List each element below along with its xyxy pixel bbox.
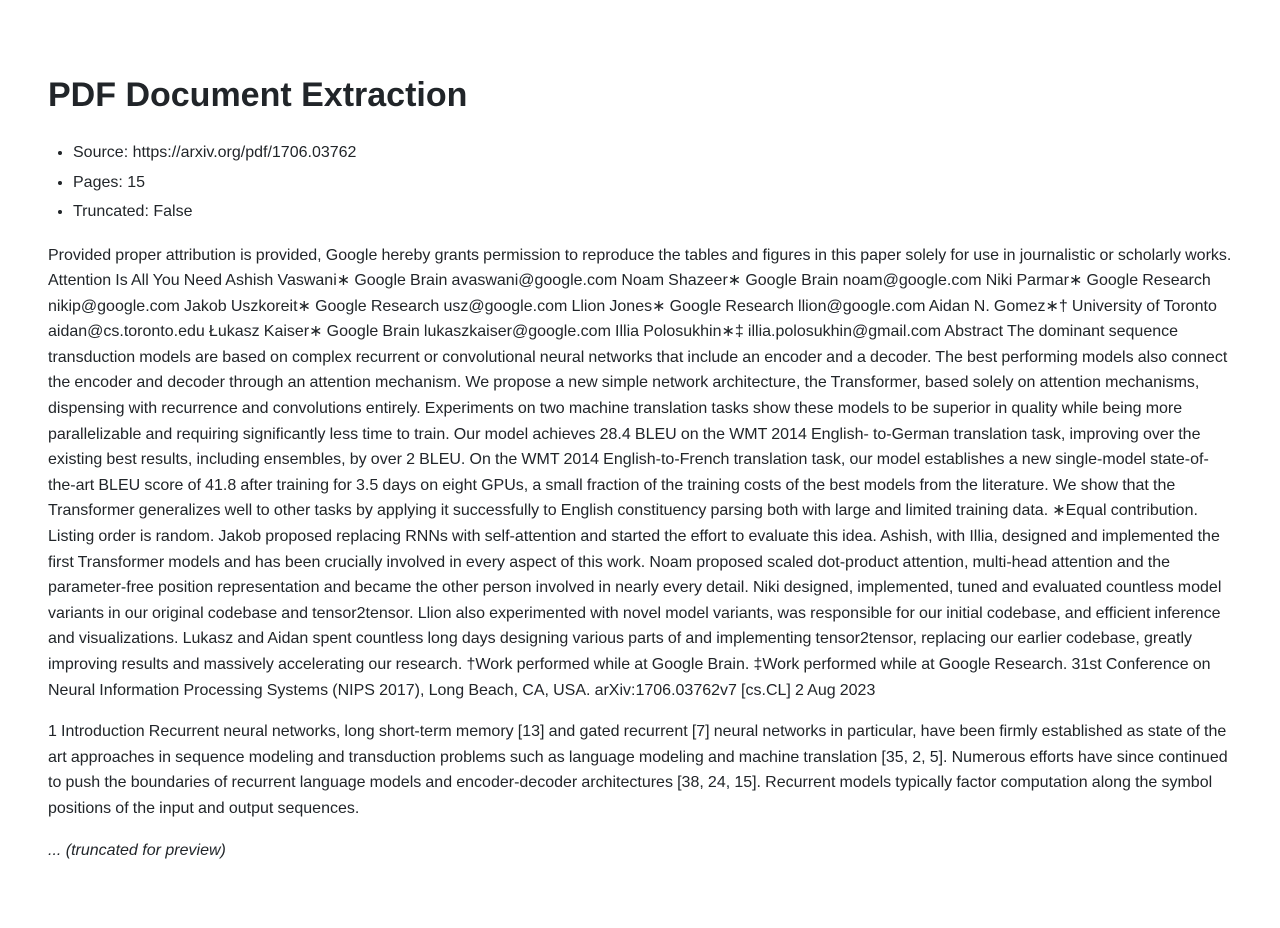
body-paragraph-introduction: 1 Introduction Recurrent neural networks, long short-term memory [13] and gated recurrent [7] neural networks in particular, have been firmly established as state of the art approaches in sequence modeling and transduction problems such as language modeling and machine translation [35, 2, 5]. Numerous efforts have since continued to push the boundaries of recurrent language models and encoder-decoder architectures [38, 24, 15]. Recurrent models typically factor computation along the symbol positions of the input and output sequences. (48, 723, 1228, 817)
metadata-truncated: • Truncated: False (73, 197, 1232, 227)
truncation-note: ... (truncated for preview) (48, 841, 226, 859)
metadata-list (48, 138, 1232, 227)
metadata-source: • Source: https://arxiv.org/pdf/1706.03762 (73, 138, 1232, 168)
metadata-pages: • Pages: 15 (73, 168, 1232, 198)
page-title: PDF Document Extraction (48, 76, 468, 114)
body-paragraph-abstract: Provided proper attribution is provided, Google hereby grants permission to reproduce the tables and figures in this paper solely for use in journalistic or scholarly works. Attention Is All You Need Ashish Vaswani∗ Google Brain avaswani@google.com Noam Shazeer∗ Google Brain noam@google.com Niki Parmar∗ Google Research nikip@google.com Jakob Uszkoreit∗ Google Research usz@google.com Llion Jones∗ Google Research llion@google.com Aidan N. Gomez∗† University of Toronto aidan@cs.toronto.edu Łukasz Kaiser∗ Google Brain lukaszkaiser@google.com Illia Polosukhin∗‡ illia.polosukhin@gmail.com Abstract The dominant sequence transduction models are based on complex recurrent or convolutional neural networks that include an encoder and a decoder. The best performing models also connect the encoder and decoder through an attention mechanism. We propose a new simple network architecture, the Transformer, based solely on attention mechanisms, dispensing with recurrence and convolutions entirely. Experiments on two machine translation tasks show these models to be superior in quality while being more parallelizable and requiring significantly less time to train. Our model achieves 28.4 BLEU on the WMT 2014 English- to-German translation task, improving over the existing best results, including ensembles, by over 2 BLEU. On the WMT 2014 English-to-French translation task, our model establishes a new single-model state-of-the-art BLEU score of 41.8 after training for 3.5 days on eight GPUs, a small fraction of the training costs of the best models from the literature. We show that the Transformer generalizes well to other tasks by applying it successfully to English constituency parsing both with large and limited training data. ∗Equal contribution. Listing order is random. Jakob proposed replacing RNNs with self-attention and started the effort to evaluate this idea. Ashish, with Illia, designed and implemented the first Transformer models and has been crucially involved in every aspect of this work. Noam proposed scaled dot-product attention, multi-head attention and the parameter-free position representation and became the other person involved in nearly every detail. Niki designed, implemented, tuned and evaluated countless model variants in our original codebase and tensor2tensor. Llion also experimented with novel model variants, was responsible for our initial codebase, and efficient inference and visualizations. Lukasz and Aidan spent countless long days designing various parts of and implementing tensor2tensor, replacing our earlier codebase, greatly improving results and massively accelerating our research. †Work performed while at Google Brain. ‡Work performed while at Google Research. 31st Conference on Neural Information Processing Systems (NIPS 2017), Long Beach, CA, USA. arXiv:1706.03762v7 [cs.CL] 2 Aug 2023 (48, 246, 1232, 699)
